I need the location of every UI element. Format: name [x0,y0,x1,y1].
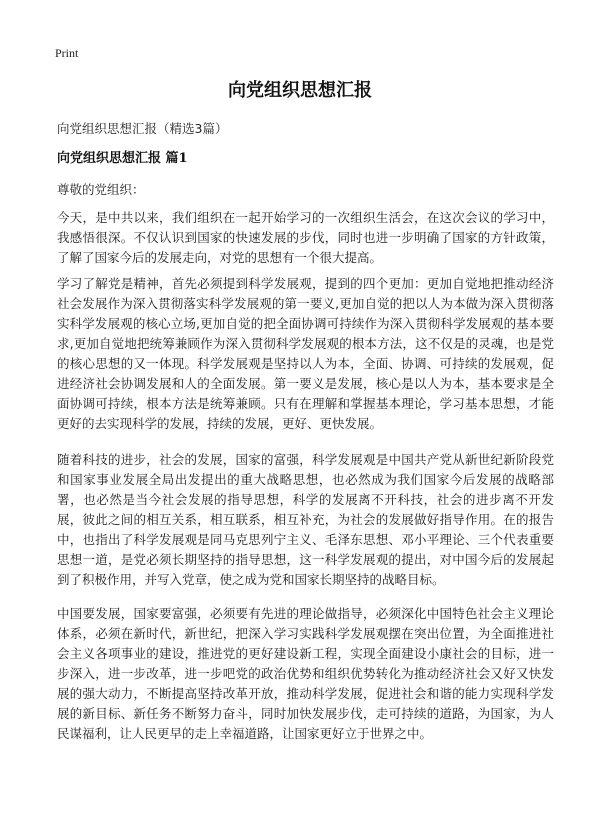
paragraph-1: 今天，是中共以来，我们组织在一起开始学习的一次组织生活会，在这次会议的学习中，我感悟很深。不仅认识到国家的快速发展的步伐，同时也进一步明确了国家的方针政策，了解了国家今后的发展走向，对党的思想有一个很大提高。 [57,210,554,265]
salutation: 尊敬的党组织： [57,182,145,197]
document-subtitle: 向党组织思想汇报（精选3篇） [57,121,228,136]
section-heading: 向党组织思想汇报 篇1 [57,151,188,166]
paragraph-3: 随着科技的进步，社会的发展，国家的富强，科学发展观是中国共产党从新世纪新阶段党和国家事业发展全局出发提出的重大战略思想，也必然成为我们国家今后发展的战略部署，也必然是当今社会发展的指导思想，科学的发展离不开科技，社会的进步离不开发展，彼此之间的相互关系，相互联系，相互补充，为社会的发展做好指导作用。在的报告中，也指出了科学发展观是同马克思列宁主义、毛泽东思想、邓小平理论、三个代表重要思想一道，是党必须长期坚持的指导思想，这一科学发展观的提出，对中国今后的发展起到了积极作用，并写入党章，使之成为党和国家长期坚持的战略目标。 [57,452,554,587]
print-link[interactable]: Print [55,46,79,60]
page-title: 向党组织思想汇报 [228,80,372,101]
paragraph-2: 学习了解党是精神，首先必须提到科学发展观，提到的四个更加：更加自觉地把推动经济社会发展作为深入贯彻落实科学发展观的第一要义,更加自觉的把以人为本做为深入贯彻落实科学发展观的核心立场,更加自觉的把全面协调可持续作为深入贯彻科学发展观的基本要求,更加自觉地把统筹兼顾作为深入贯彻科学发展观的根本方法，这不仅是的灵魂，也是党的核心思想的又一体现。科学发展观是坚持以人为本，全面、协调、可持续的发展观，促进经济社会协调发展和人的全面发展。第一要义是发展，核心是以人为本，基本要求是全面协调可持续，根本方法是统筹兼顾。只有在理解和掌握基本理论，学习基本思想，才能更好的去实现科学的发展，持续的发展，更好、更快发展。 [57,276,554,431]
paragraph-4: 中国要发展，国家要富强，必须要有先进的理论做指导，必须深化中国特色社会主义理论体系，必须在新时代，新世纪，把深入学习实践科学发展观摆在突出位置，为全面推进社会主义各项事业的建设，推进党的更好建设新工程，实现全面建设小康社会的目标，进一步深入，进一步改革，进一步吧党的政治优势和组织优势转化为推动经济社会又好又快发展的强大动力，不断提高坚持改革开放，推动科学发展，促进社会和谐的能力实现科学发展的新目标、新任务不断努力奋斗，同时加快发展步伐，走可持续的道路，为国家，为人民谋福利，让人民更早的走上幸福道路，让国家更好立于世界之中。 [57,606,554,741]
